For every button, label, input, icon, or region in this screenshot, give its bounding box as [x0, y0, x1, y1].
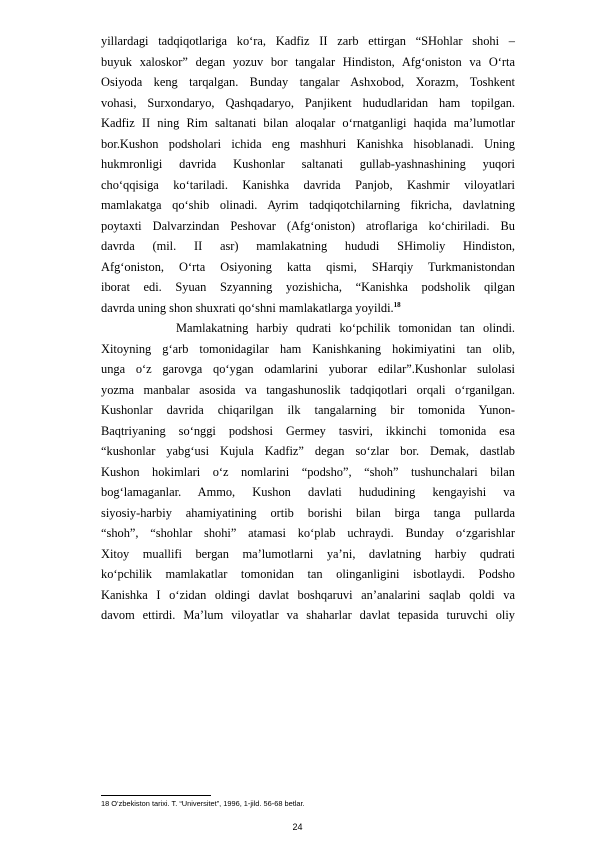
text-line: cho‘qqisiga ko‘tariladi. Kanishka davrida Panjob, Kashmir viloyatlari	[101, 177, 515, 192]
footnote-marker[interactable]: 18	[393, 300, 401, 309]
text-line: yozma manbalar asosida va tangashunoslik tadqiqotlari orqali o‘rganilgan.	[101, 382, 515, 397]
text-line: Xitoyning g‘arb tomonidagilar ham Kanishkaning hokimiyatini tan olib,	[101, 341, 515, 356]
text-line: Kushon hokimlari o‘z nomlarini “podsho”, “shoh” tushunchalari bilan	[101, 464, 515, 479]
text-line: buyuk xaloskor” degan yozuv bor tangalar Hindiston, Afg‘oniston va O‘rta	[101, 54, 515, 69]
text-line-indented: Mamlakatning harbiy qudrati ko‘pchilik tomonidan tan olindi.	[176, 321, 515, 335]
paragraph-2	[101, 318, 515, 626]
text-line: vohasi, Surxondaryo, Qashqadaryo, Panjikent hududlaridan ham topilgan.	[101, 95, 515, 110]
text-line: Osiyoda keng tarqalgan. Bunday tangalar Ashxobod, Xorazm, Toshkent	[101, 75, 515, 89]
text-line-last	[101, 298, 515, 319]
text-line: bog‘lamaganlar. Ammo, Kushon davlati hududining kengayishi va	[101, 485, 515, 499]
text-line: hukmronligi davrida Kushonlar saltanati gullab-yashnashining yuqori	[101, 157, 515, 171]
footnote-divider	[101, 795, 211, 796]
text-line-content: davrda uning shon shuxrati qo‘shni mamlakatlarga yoyildi.	[101, 300, 394, 315]
text-line: bor.Kushon podsholari ichida eng mashhuri Kanishka hisoblanadi. Uning	[101, 136, 515, 151]
text-line: poytaxti Dalvarzindan Peshovar (Afg‘oniston) atroflariga ko‘chiriladi. Bu	[101, 218, 515, 233]
text-line: unga o‘z garovga qo‘ygan odamlarini yuborar edilar”.Kushonlar sulolasi	[101, 362, 515, 376]
text-line: siyosiy-harbiy ahamiyatining ortib borishi bilan birga tanga pullarda	[101, 505, 515, 520]
text-line: Kushonlar davrida chiqarilgan ilk tangalarning bir tomonida Yunon-	[101, 403, 515, 417]
text-line: Baqtriyaning so‘nggi podshosi Germey tasviri, ikkinchi tomonida esa	[101, 423, 515, 438]
paragraph-1	[101, 31, 515, 318]
text-line: Kanishka I o‘zidan oldingi davlat boshqaruvi an’analarini saqlab qoldi va	[101, 587, 515, 602]
text-line: mamlakatga qo‘shib olinadi. Ayrim tadqiqotchilarning fikricha, davlatning	[101, 198, 515, 212]
text-line: Kadfiz II ning Rim saltanati bilan aloqalar o‘rnatganligi haqida ma’lumotlar	[101, 116, 515, 130]
text-line: “kushonlar yabg‘usi Kujula Kadfiz” degan so‘zlar bor. Demak, dastlab	[101, 444, 515, 458]
text-line: ko‘pchilik mamlakatlar tomonidan tan olinganligini isbotlaydi. Podsho	[101, 567, 515, 581]
text-line: iborat edi. Syuan Szyanning yozishicha, “Kanishka podsholik qilgan	[101, 280, 515, 294]
text-line: “shoh”, “shohlar shohi” atamasi ko‘plab uchraydi. Bunday o‘zgarishlar	[101, 526, 515, 540]
text-line: Afg‘oniston, O‘rta Osiyoning katta qismi, SHarqiy Turkmanistondan	[101, 259, 515, 274]
text-line: davrda (mil. II asr) mamlakatning hududi SHimoliy Hindiston,	[101, 239, 515, 253]
text-line: yillardagi tadqiqotlariga ko‘ra, Kadfiz II zarb ettirgan “SHohlar shohi –	[101, 34, 515, 48]
body-text	[101, 31, 515, 626]
text-line: Xitoy muallifi bergan ma’lumotlarni ya’ni, davlatning harbiy qudrati	[101, 546, 515, 561]
footnote-text: 18 O‘zbekiston tarixi. T. “Universitet”, 1996, 1-jild. 56-68 betlar.	[101, 799, 305, 808]
text-line: davom ettirdi. Ma’lum viloyatlar va shaharlar davlat tepasida turuvchi oliy	[101, 608, 515, 622]
page-number: 24	[292, 822, 303, 832]
